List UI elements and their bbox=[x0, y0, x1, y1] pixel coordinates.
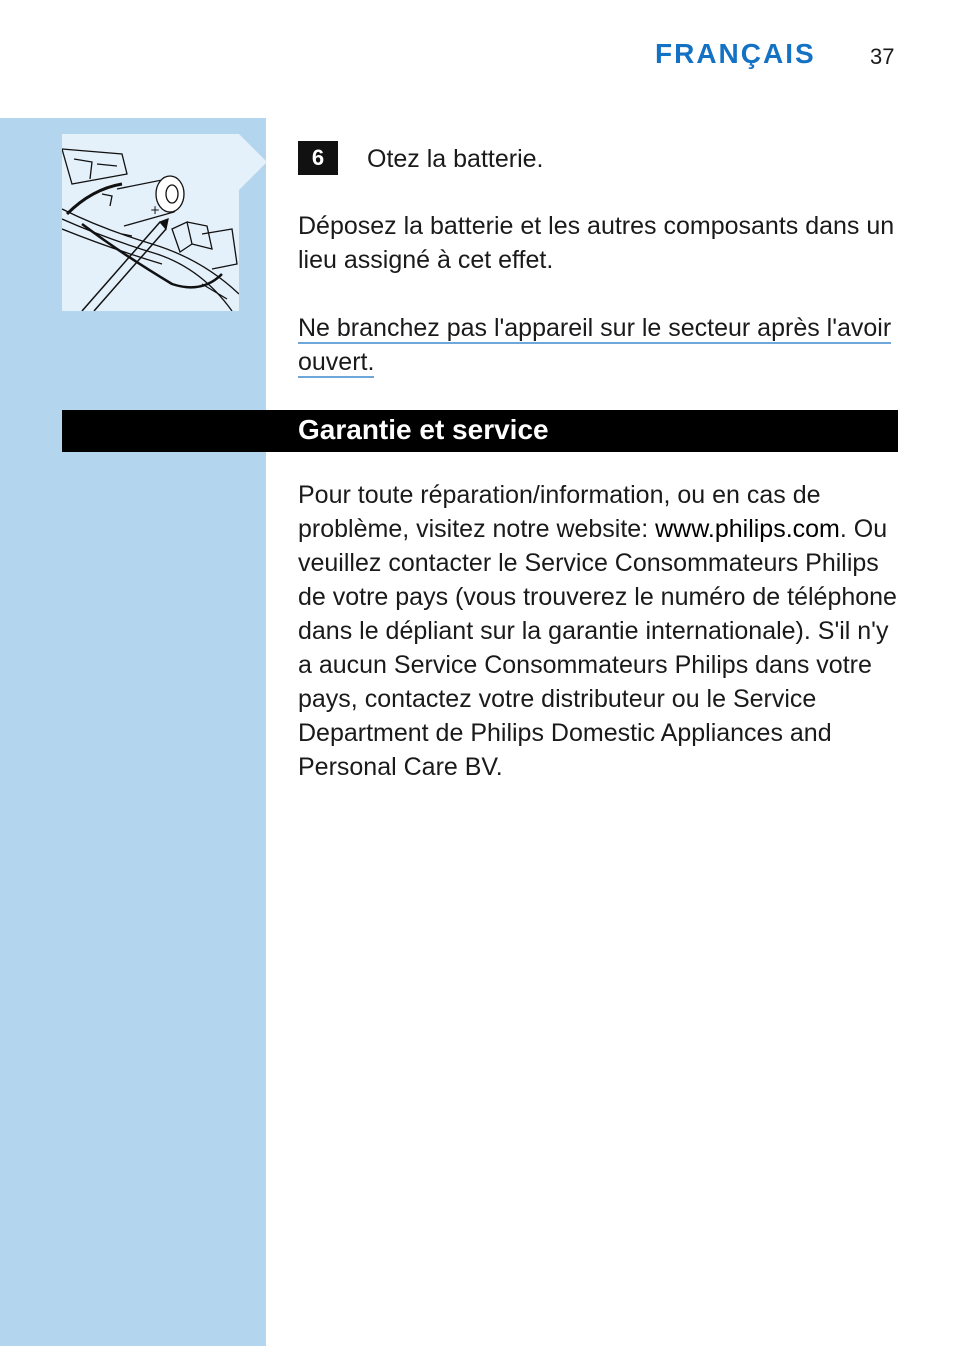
philips-website-link[interactable]: www.philips.com bbox=[655, 515, 840, 543]
step-instruction: Otez la batterie. bbox=[367, 145, 544, 173]
warning-text: Ne branchez pas l'appareil sur le secteur après l'avoir ouvert. bbox=[298, 314, 892, 376]
warranty-paragraph bbox=[298, 478, 908, 784]
warranty-text-intro: Pour toute réparation/information, ou en cas de problème, visitez notre website: bbox=[298, 481, 821, 543]
battery-removal-illustration bbox=[62, 134, 239, 311]
warning-paragraph bbox=[298, 311, 898, 379]
svg-text:+: + bbox=[150, 203, 161, 217]
page-number: 37 bbox=[870, 44, 895, 69]
step-number-badge: 6 bbox=[298, 141, 338, 175]
warranty-text-rest: . Ou veuillez contacter le Service Consommateurs Philips de votre pays (vous trouverez le numéro de téléphone dans le dépliant sur la garantie internationale). S'il n'y a aucun Service Consommateurs Philips dans votre pays, contactez votre distributeur ou le Service Department de Philips Domestic Appliances and Personal Care BV. bbox=[298, 515, 897, 781]
language-header: FRANÇAIS bbox=[655, 38, 816, 69]
illustration-pointer bbox=[239, 134, 267, 190]
battery-removal-drawing bbox=[62, 134, 239, 311]
section-title: Garantie et service bbox=[298, 414, 549, 445]
disposal-paragraph: Déposez la batterie et les autres composants dans un lieu assigné à cet effet. bbox=[298, 212, 895, 274]
